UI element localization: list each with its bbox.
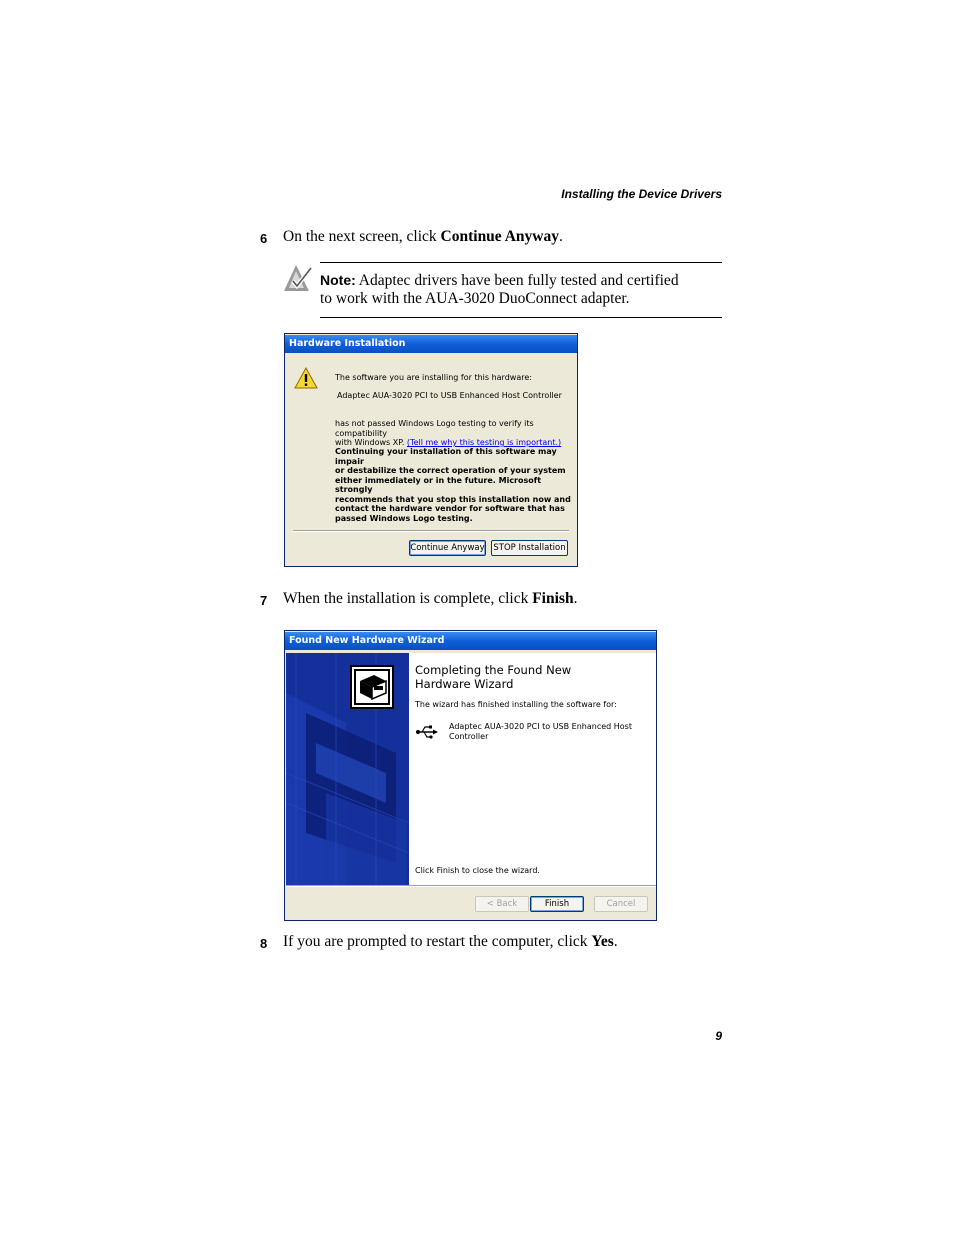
cancel-button[interactable]: Cancel — [594, 896, 648, 912]
wizard-heading — [415, 663, 650, 691]
logo-text — [335, 419, 575, 448]
wizard-side-panel — [286, 653, 409, 885]
step-8-suffix: . — [613, 933, 618, 950]
hardware-installation-dialog — [284, 333, 578, 567]
wizard-heading-line-2: Hardware Wizard — [415, 677, 514, 691]
step-7-number: 7 — [260, 593, 268, 608]
logo-text-prefix: with Windows XP. — [335, 438, 407, 447]
note-checkmark-icon — [282, 263, 314, 293]
wizard-device-line-1: Adaptec AUA-3020 PCI to USB Enhanced Host — [449, 722, 632, 731]
step-6-text — [283, 228, 563, 246]
wizard-heading-line-1: Completing the Found New — [415, 663, 572, 677]
logo-testing-link[interactable]: (Tell me why this testing is important.) — [406, 438, 562, 447]
wizard-title-bar[interactable]: Found New Hardware Wizard — [285, 632, 656, 650]
page-number: 9 — [715, 1029, 722, 1043]
stop-installation-button[interactable]: STOP Installation — [491, 540, 568, 556]
step-6-number: 6 — [260, 231, 268, 246]
step-6-bold: Continue Anyway — [440, 228, 559, 245]
step-6-suffix: . — [558, 228, 563, 245]
warning-text — [335, 447, 575, 523]
note-top-rule — [320, 262, 722, 263]
wizard-close-text: Click Finish to close the wizard. — [415, 866, 540, 875]
note-line-2: to work with the AUA-3020 DuoConnect adapter. — [320, 290, 630, 307]
step-8-text — [283, 933, 618, 951]
dialog-separator — [293, 530, 569, 532]
note-bottom-rule — [320, 317, 722, 318]
note-line-1 — [320, 271, 722, 290]
dialog-title-bar[interactable]: Hardware Installation — [285, 335, 577, 353]
wizard-separator — [286, 885, 656, 887]
wizard-device-name — [449, 722, 649, 741]
step-7-bold: Finish — [532, 590, 574, 607]
warning-line: passed Windows Logo testing. — [335, 513, 473, 523]
device-name: Adaptec AUA-3020 PCI to USB Enhanced Host Controller — [337, 391, 562, 400]
warning-line: recommends that you stop this installation now and — [335, 494, 571, 504]
hardware-wizard-icon — [350, 665, 394, 709]
step-7-text — [283, 590, 577, 608]
logo-text-line-1: has not passed Windows Logo testing to verify its compatibility — [335, 419, 534, 438]
step-8-bold: Yes — [591, 933, 614, 950]
step-8-prefix: If you are prompted to restart the computer, click — [283, 933, 592, 950]
finish-button[interactable]: Finish — [530, 896, 584, 912]
note-body — [320, 271, 722, 308]
warning-line: either immediately or in the future. Microsoft strongly — [335, 475, 542, 494]
note-label: Note: — [320, 272, 356, 288]
step-6-prefix: On the next screen, click — [283, 228, 441, 245]
intro-text: The software you are installing for this hardware: — [335, 373, 532, 382]
usb-icon — [415, 725, 439, 739]
warning-line: Continuing your installation of this software may impair — [335, 447, 557, 466]
running-head: Installing the Device Drivers — [561, 187, 722, 201]
wizard-device-line-2: Controller — [449, 731, 489, 741]
note-line-1-text: Adaptec drivers have been fully tested and certified — [355, 272, 679, 289]
step-7-prefix: When the installation is complete, click — [283, 590, 533, 607]
warning-icon — [294, 367, 318, 389]
found-new-hardware-wizard — [284, 630, 657, 921]
wizard-finished-text: The wizard has finished installing the software for: — [415, 700, 617, 709]
back-button[interactable]: < Back — [475, 896, 529, 912]
continue-anyway-button[interactable]: Continue Anyway — [409, 540, 486, 556]
step-7-suffix: . — [573, 590, 578, 607]
warning-line: contact the hardware vendor for software that has — [335, 504, 565, 513]
step-8-number: 8 — [260, 936, 268, 951]
warning-line: or destabilize the correct operation of your system — [335, 466, 566, 475]
